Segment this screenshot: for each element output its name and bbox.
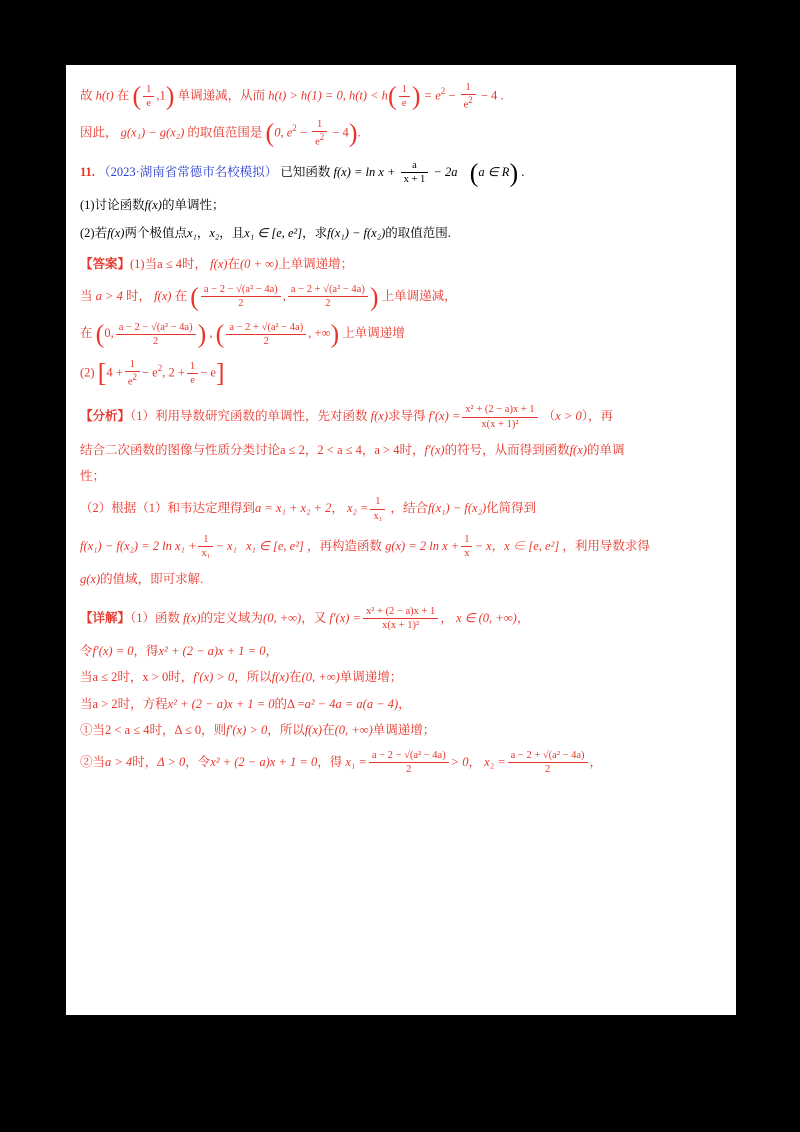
answer-label: 【答案】 bbox=[80, 256, 131, 271]
l1-frac2: $\frac{1}{e2}$ bbox=[461, 81, 476, 112]
detail-line-3: 当a ≤ 2时，x > 0时，f′(x) > 0，所以f(x)在(0, +∞)单调递增； bbox=[80, 670, 403, 685]
l1-interval-right: ,1 bbox=[156, 88, 166, 103]
l1-exp: 2 bbox=[440, 86, 446, 97]
answer-line-2: 当 a > 4 时， f(x) 在 ( $\frac{\text{a − 2 − √(a² − 4a)}}{2}$ , $\frac{\text{a − 2 + √(a² − 4a)}}{2}$ ) 上单调递减， bbox=[80, 281, 457, 311]
l1-h: h(t) bbox=[95, 88, 114, 103]
l1-expr2: = e bbox=[423, 88, 441, 103]
l1-prefix: 故 bbox=[80, 88, 93, 103]
l1-tail: 单调递减，从而 bbox=[177, 88, 266, 103]
analysis-label: 【分析】 bbox=[80, 408, 131, 423]
l1-period: . bbox=[500, 88, 504, 103]
detail-line-4: 当a > 2时，方程x² + (2 − a)x + 1 = 0的Δ =a² − 4a = a(a − 4)， bbox=[80, 696, 411, 711]
line-1: 故 h(t) 在 ( $\frac{1}{e}$ ,1) 单调递减，从而 h(t) > h(1) = 0, h(t) < h( $\frac{1}{e}$ ) = $e^2$ − $\frac{1}{e2}$ − 4 . bbox=[80, 81, 504, 111]
detail-line-2: 令f′(x) = 0，得x² + (2 − a)x + 1 = 0， bbox=[80, 644, 278, 659]
question-sub2: (2)若f(x)两个极值点x₁，x₂，且x₁ ∈ [e, e²]，求f(x₁) − f(x₂)的取值范围. bbox=[80, 226, 451, 241]
question-sub1: (1)讨论函数f(x)的单调性； bbox=[80, 198, 225, 213]
question-fx: f(x) = ln x + bbox=[333, 164, 396, 179]
question-11: 11. （2023·湖南省常德市名校模拟） 已知函数 f(x) = ln x + $\frac{a}{x + 1}$ − 2a (a ∈ R) . bbox=[80, 157, 525, 187]
answer-line-4: (2) [4 + $\frac{1}{e2}$ − $e^2$, 2 + $\frac{1}{e}$ − e] bbox=[80, 358, 225, 388]
question-text: 已知函数 bbox=[280, 164, 331, 179]
analysis-line-6: g(x)的值域，即可求解. bbox=[80, 572, 204, 587]
question-number: 11. bbox=[80, 164, 95, 179]
detail-line-5: ①当2 < a ≤ 4时，Δ ≤ 0，则f′(x) > 0，所以f(x)在(0, +∞)单调递增； bbox=[80, 722, 436, 737]
l1-expr1: h(t) > h(1) = 0, h(t) < h bbox=[268, 88, 388, 103]
analysis-line-2: 结合二次函数的图像与性质分类讨论a ≤ 2，2 < a ≤ 4，a > 4时，f′(x)的符号，从而得到函数f(x)的单调 bbox=[80, 442, 625, 457]
answer-line-1: 【答案】(1)当a ≤ 4时， f(x)在(0 + ∞)上单调递增； bbox=[80, 256, 354, 271]
detail-line-6: ②当a > 4时，Δ > 0，令x² + (2 − a)x + 1 = 0，得 x₁ = $\frac{\text{a − 2 − √(a² − 4a)}}{2}$ > 0， x₂ = $\frac{\text{a − 2 + √(a² − 4a)}}{2}$ ， bbox=[80, 750, 603, 776]
question-source: （2023·湖南省常德市名校模拟） bbox=[98, 164, 278, 179]
l1-mid: 在 bbox=[116, 88, 130, 103]
l1-end: − 4 bbox=[480, 88, 498, 103]
analysis-line-3: 性； bbox=[80, 468, 106, 483]
l2-prefix: 因此， bbox=[80, 125, 118, 139]
question-cond: a ∈ R bbox=[478, 164, 510, 179]
l1-minus: − bbox=[448, 88, 456, 103]
l2-mid: 的取值范围是 bbox=[187, 125, 263, 139]
answer-line-3: 在 (0, $\frac{\text{a − 2 − √(a² − 4a)}}{2}$ ) , ( $\frac{\text{a − 2 + √(a² − 4a)}}{2}$ , +∞) 上单调递增 bbox=[80, 319, 405, 349]
l2-range-a: 0, e bbox=[274, 125, 293, 139]
l2-expr: g(x₁) − g(x₂) bbox=[120, 125, 185, 139]
document-body bbox=[66, 65, 736, 777]
document-page bbox=[66, 65, 736, 1015]
detail-label: 【详解】 bbox=[80, 610, 131, 625]
l1-frac: $\frac{1}{e}$ bbox=[143, 83, 154, 110]
analysis-line-4: （2）根据（1）和韦达定理得到a = x₁ + x₂ + 2， x₂ = $\frac{1}{\text{x₁}}$ ，结合f(x₁) − f(x₂)化简得到 bbox=[80, 496, 537, 522]
analysis-line-1: 【分析】（1）利用导数研究函数的单调性，先对函数 f(x)求导得 f′(x) = $\frac{\text{x² + (2 − a)x + 1}}{\text{x(x + 1)²}}$ （x > 0），再 bbox=[80, 404, 614, 430]
analysis-line-5: f(x₁) − f(x₂) = 2 ln x₁ + $\frac{1}{\text{x₁}}$ − x₁ x₁ ∈ [e, e²] ，再构造函数 g(x) = 2 ln x + $\frac{1}{x}$ − x，x ∈ [e, e²] ，利用导数求得 bbox=[80, 534, 650, 560]
line-2: 因此， g(x₁) − g(x₂) 的取值范围是 (0, $e^2$ − $\frac{1}{e2}$ − 4). bbox=[80, 118, 361, 148]
detail-line-1: 【详解】（1）函数 f(x)的定义域为(0, +∞)，又 f′(x) = $\frac{\text{x² + (2 − a)x + 1}}{\text{x(x + 1)²}}$ ， x ∈ (0, +∞)， bbox=[80, 606, 530, 632]
